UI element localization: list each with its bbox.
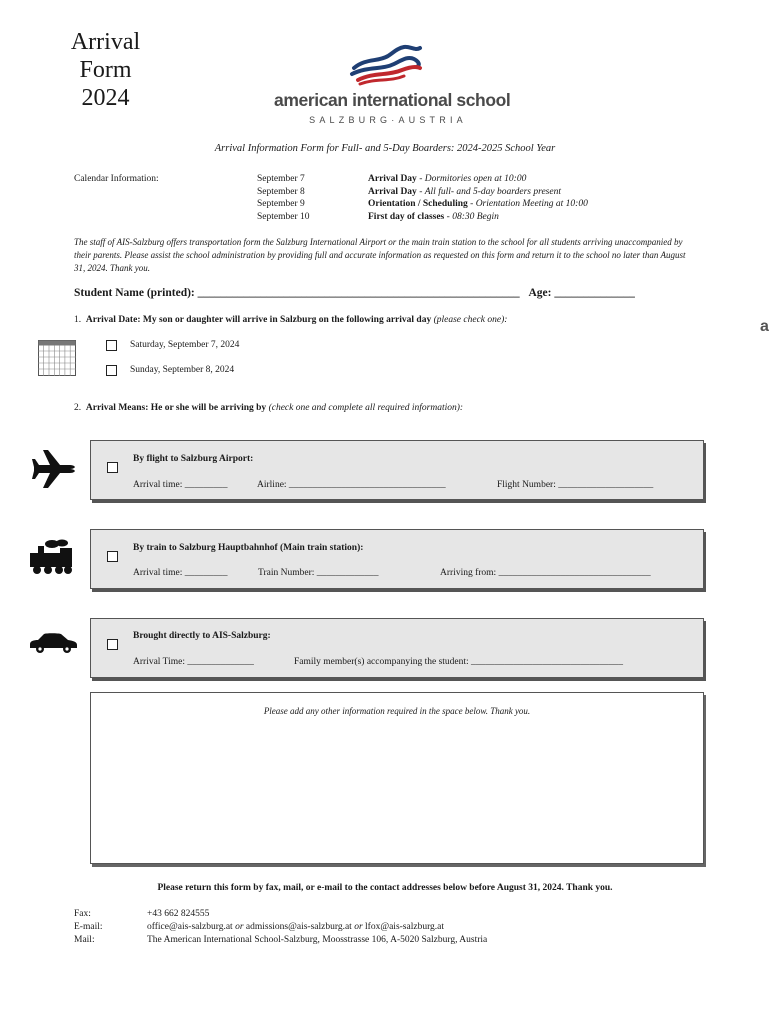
email-label: E-mail: (74, 922, 103, 932)
email-link-admissions[interactable]: admissions@ais-salzburg.at (245, 922, 352, 932)
option-saturday-checkbox[interactable] (106, 340, 117, 351)
question-number: 1. (74, 315, 82, 325)
train-title: By train to Salzburg Hauptbahnhof (Main train station): (133, 543, 364, 553)
student-name-field[interactable] (74, 287, 635, 299)
question-arrival-date (74, 315, 507, 325)
student-name-label: Student Name (printed): ________________________________________________________ (74, 287, 520, 299)
car-option-box (90, 618, 704, 678)
option-sunday-checkbox[interactable] (106, 365, 117, 376)
flight-title: By flight to Salzburg Airport: (133, 454, 254, 464)
option-sunday-label: Sunday, September 8, 2024 (130, 365, 235, 375)
return-instructions: Please return this form by fax, mail, or e-mail to the contact addresses below before August 31, 2024. Thank you. (157, 883, 613, 893)
flight-number-field[interactable]: Flight Number: ____________________ (497, 480, 654, 490)
calendar-label: Calendar Information: (74, 174, 159, 184)
contact-labels (74, 908, 103, 947)
calendar-date: September 9 (257, 199, 305, 209)
train-icon (28, 538, 74, 576)
calendar-event: Arrival Day - Dormitories open at 10:00 (368, 174, 527, 184)
car-title: Brought directly to AIS-Salzburg: (133, 631, 271, 641)
calendar-date: September 8 (257, 186, 305, 197)
form-subtitle: Arrival Information Form for Full- and 5-Day Boarders: 2024-2025 School Year (214, 143, 556, 154)
edge-cutoff-text: a (760, 318, 769, 335)
car-icon (28, 630, 78, 654)
calendar-date: September 10 (257, 211, 310, 222)
contact-values (147, 908, 487, 947)
email-link-lfox[interactable]: lfox@ais-salzburg.at (365, 922, 445, 932)
email-link-office[interactable]: office@ais-salzburg.at (147, 922, 233, 932)
car-checkbox[interactable] (107, 639, 118, 650)
intro-paragraph: The staff of AIS-Salzburg offers transportation form the Salzburg International Airport or the main train station to the school for all students arriving unaccompanied by their parents. Please assist the school administration by providing full and accurate information as requested on this form and return it to the school no later than August 31, 2024. Thank you. (74, 237, 686, 273)
train-checkbox[interactable] (107, 551, 118, 562)
or-text: or (354, 922, 363, 932)
school-name: american international school (274, 90, 511, 110)
school-location: SALZBURG·AUSTRIA (309, 115, 467, 125)
flight-arrival-time-field[interactable]: Arrival time: _________ (133, 480, 228, 490)
email-values (147, 921, 487, 934)
title-line-3: 2024 (81, 85, 130, 111)
calendar-icon (38, 340, 76, 376)
event-detail: All full- and 5-day boarders present (424, 186, 561, 197)
age-label: Age: ______________ (528, 287, 635, 299)
flight-checkbox[interactable] (107, 462, 118, 473)
or-text: or (235, 922, 244, 932)
fax-value: +43 662 824555 (147, 909, 210, 919)
question-label: Arrival Date: My son or daughter will arrive in Salzburg on the following arrival day (85, 315, 432, 325)
question-arrival-means (74, 403, 463, 413)
event-detail: 08:30 Begin (452, 211, 499, 222)
calendar-event: Orientation / Scheduling - Orientation Meeting at 10:00 (368, 199, 588, 209)
form-title (58, 28, 153, 112)
flight-option-box (90, 440, 704, 500)
train-option-box (90, 529, 704, 589)
calendar-event: Arrival Day - All full- and 5-day boarders present (368, 186, 561, 197)
event-title: Arrival Day (368, 186, 417, 197)
calendar-event: First day of classes - 08:30 Begin (368, 211, 499, 222)
option-saturday-label: Saturday, September 7, 2024 (130, 340, 240, 350)
mail-address: The American International School-Salzburg, Moosstrasse 106, A-5020 Salzburg, Austria (147, 935, 488, 945)
car-arrival-time-field[interactable]: Arrival Time: ______________ (133, 657, 254, 667)
event-title: Arrival Day (368, 174, 417, 184)
additional-info-box[interactable] (90, 692, 704, 864)
mail-label: Mail: (74, 935, 95, 945)
arriving-from-field[interactable]: Arriving from: ________________________________ (440, 568, 651, 578)
event-title: First day of classes (368, 211, 445, 222)
question-hint: (check one and complete all required information): (268, 403, 464, 413)
title-line-2: Form (79, 57, 132, 83)
additional-info-label: Please add any other information required in the space below. Thank you. (263, 706, 531, 716)
question-hint: (please check one): (433, 315, 508, 325)
calendar-date: September 7 (257, 174, 305, 184)
airplane-icon (30, 448, 76, 490)
question-label: Arrival Means: He or she will be arriving by (85, 403, 267, 413)
calendar-events (368, 173, 588, 223)
airline-field[interactable]: Airline: _________________________________ (257, 480, 446, 490)
train-arrival-time-field[interactable]: Arrival time: _________ (133, 568, 228, 578)
train-number-field[interactable]: Train Number: _____________ (258, 568, 379, 578)
calendar-dates (257, 173, 310, 223)
event-detail: Orientation Meeting at 10:00 (475, 199, 588, 209)
family-member-field[interactable]: Family member(s) accompanying the student: ________________________________ (294, 657, 624, 667)
question-number: 2. (74, 403, 82, 413)
event-detail: Dormitories open at 10:00 (424, 174, 527, 184)
fax-label: Fax: (74, 909, 91, 919)
title-line-1: Arrival (70, 29, 141, 55)
event-title: Orientation / Scheduling (368, 199, 468, 209)
